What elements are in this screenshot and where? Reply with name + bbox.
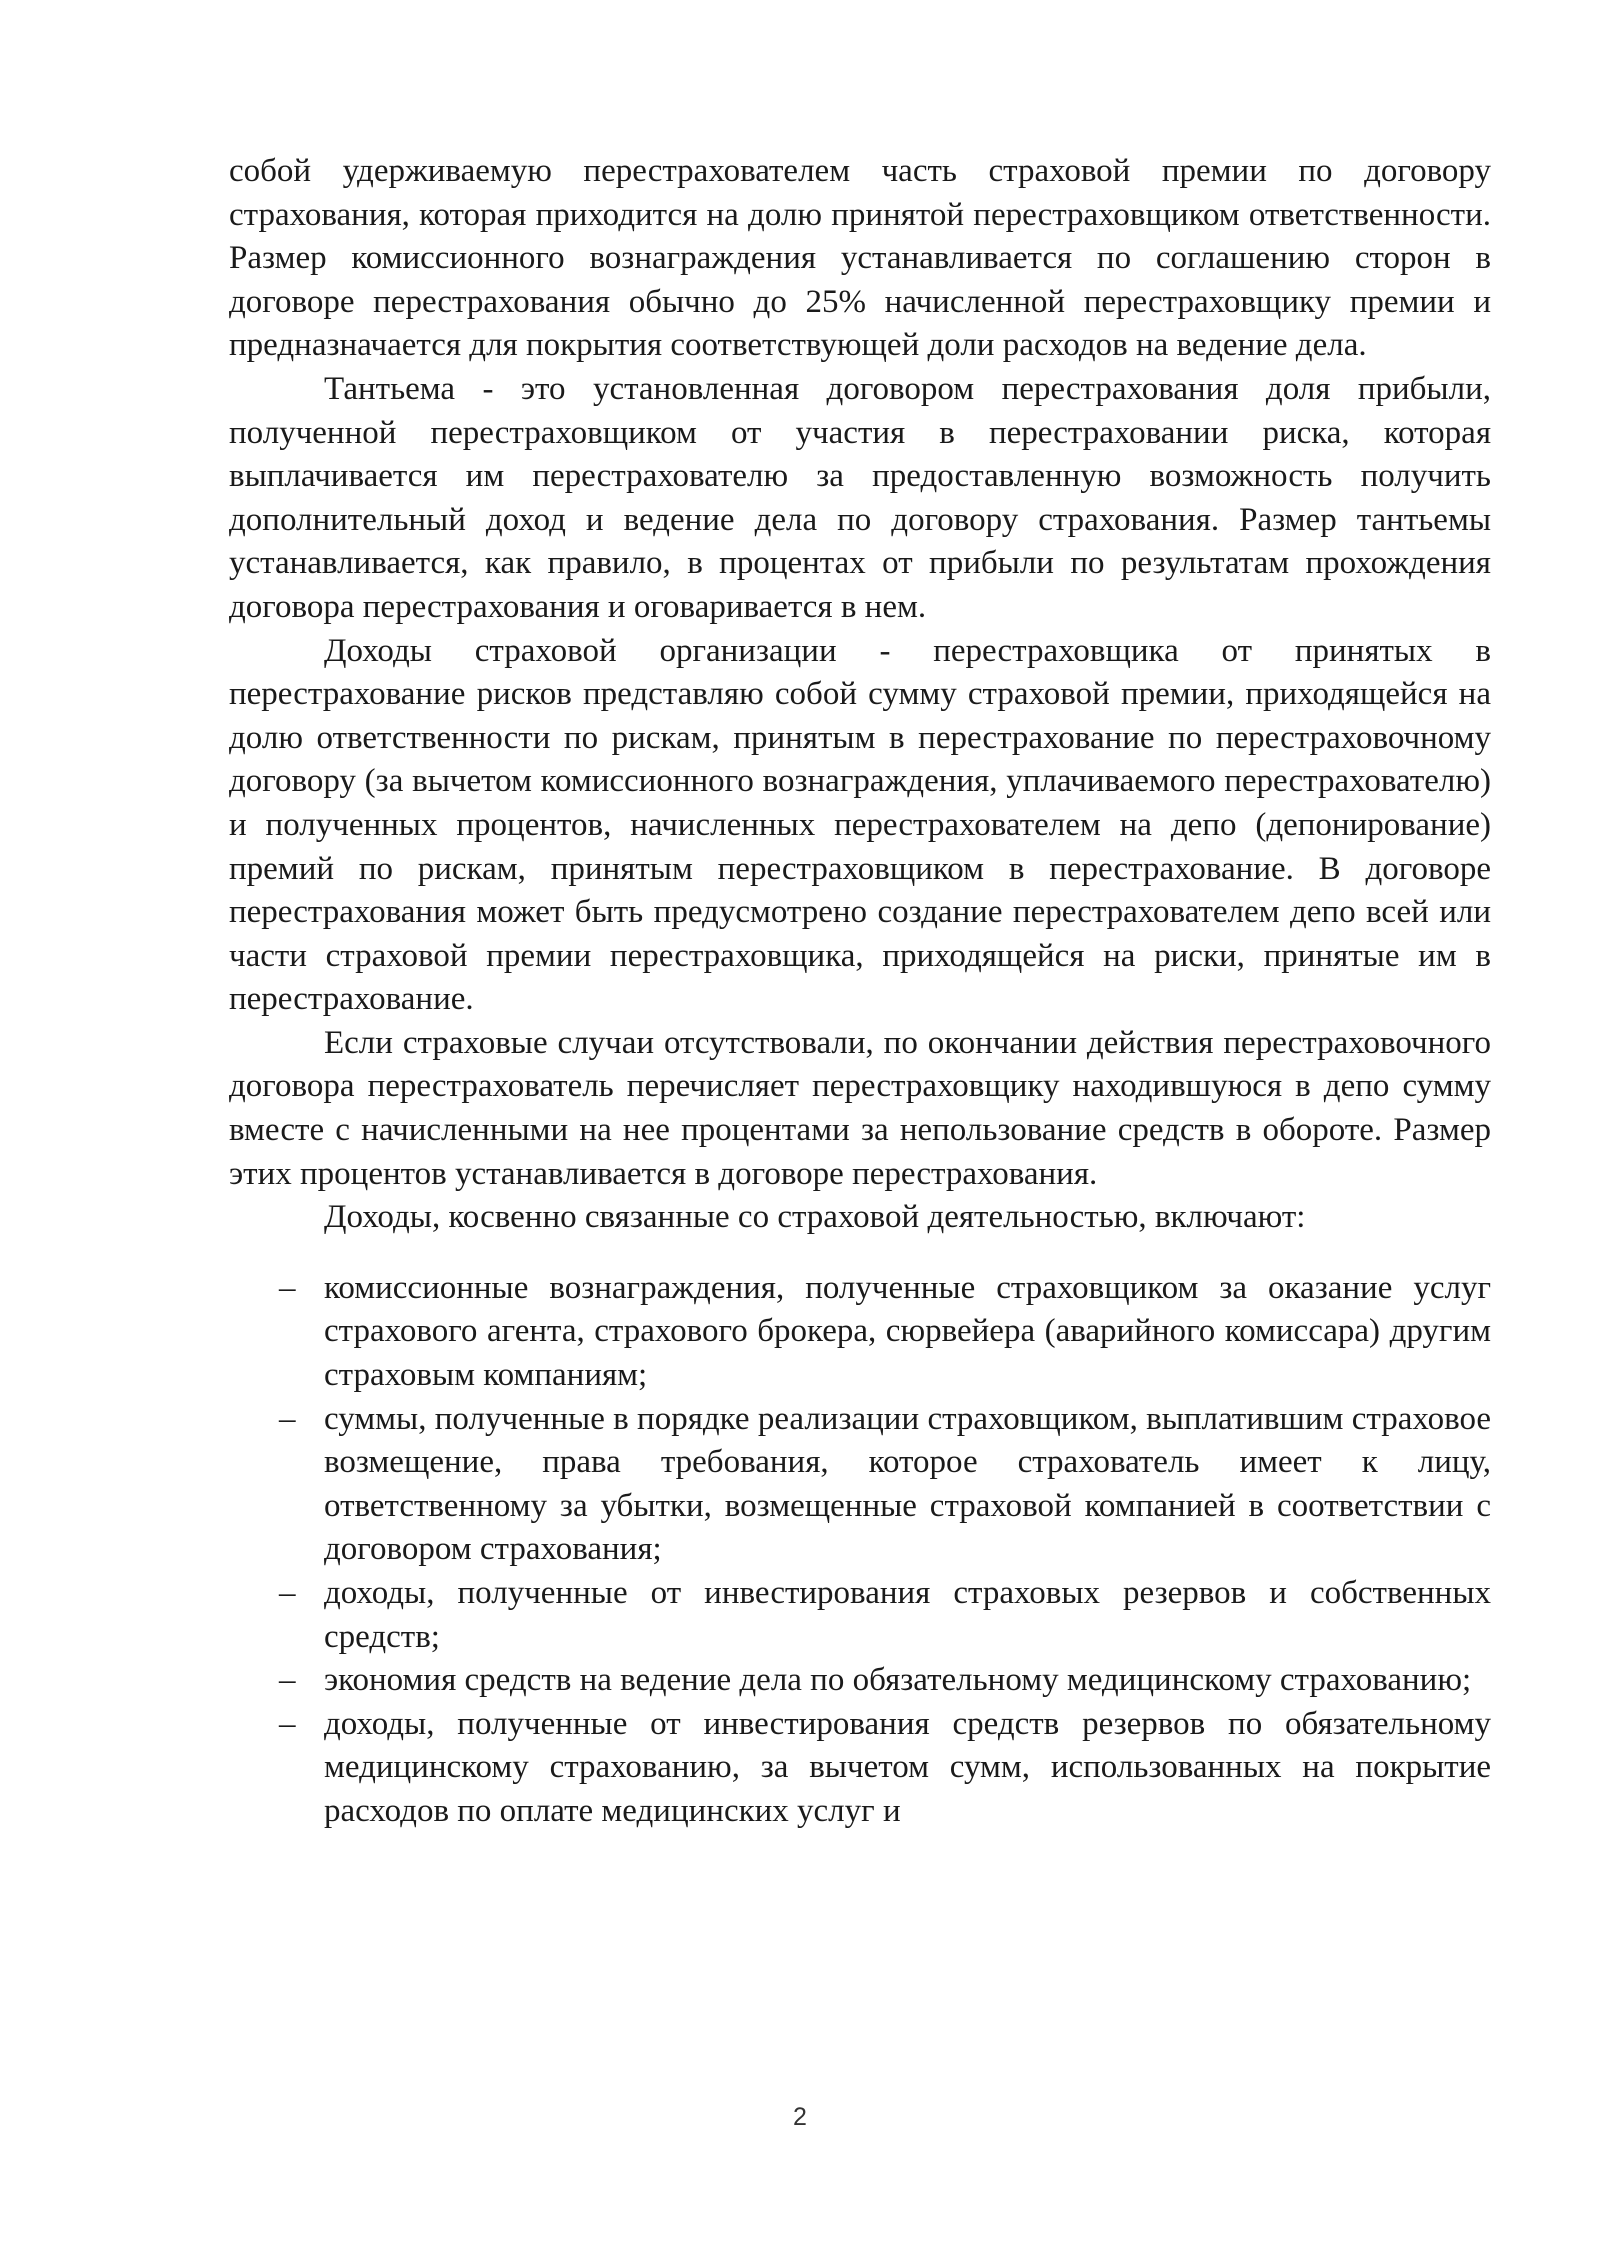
list-item-text: суммы, полученные в порядке реализации страховщиком, выплатившим страховое возмещение, права требования, которое страхователь имеет к лицу, ответственному за убытки, возмещенные страховой компанией в соответствии с договором страхования;	[324, 1400, 1491, 1568]
list-item-text: комиссионные вознаграждения, полученные страховщиком за оказание услуг страхового агента, страхового брокера, сюрвейера (аварийного комиссара) другим страховым компаниям;	[324, 1269, 1491, 1394]
list-item-text: доходы, полученные от инвестирования средств резервов по обязательному медицинскому страхованию, за вычетом сумм, использованных на покрытие расходов по оплате медицинских услуг и	[324, 1705, 1491, 1829]
paragraph-reinsurer-income: Доходы страховой организации - перестраховщика от принятых в перестрахование рисков представляю собой сумму страховой премии, приходящейся на долю ответственности по рискам, принятым в перестрахование по перестраховочному договору (за вычетом комиссионного вознаграждения, уплачиваемого перестрахователю) и полученных процентов, начисленных перестрахователем на депо (депонирование) премий по рискам, принятым перестраховщиком в перестрахование. В договоре перестрахования может быть предусмотрено создание перестрахователем депо всей или части страховой премии перестраховщика, приходящейся на риски, принятые им в перестрахование.	[229, 632, 1491, 1018]
list-item	[229, 1659, 1491, 1703]
page-number: 2	[793, 2103, 807, 2131]
dash-bullet: –	[279, 1662, 296, 1699]
document-page	[229, 150, 1491, 1834]
paragraph-commission: собой удерживаемую перестрахователем часть страховой премии по договору страхования, которая приходится на долю принятой перестраховщиком ответственности. Размер комиссионного вознаграждения устанавливается по соглашению сторон в договоре перестрахования обычно до 25% начисленной перестраховщику премии и предназначается для покрытия соответствующей доли расходов на ведение дела.	[229, 153, 1491, 364]
list-item	[229, 1572, 1491, 1659]
dash-bullet: –	[279, 1400, 296, 1437]
paragraph-deposit-return: Если страховые случаи отсутствовали, по окончании действия перестраховочного договора перестрахователь перечисляет перестраховщику находившуюся в депо сумму вместе с начисленными на нее процентами за непользование средств в обороте. Размер этих процентов устанавливается в договоре перестрахования.	[229, 1024, 1491, 1192]
paragraph-tantieme: Тантьема - это установленная договором перестрахования доля прибыли, полученной перестраховщиком от участия в перестраховании риска, которая выплачивается им перестрахователю за предоставленную возможность получить дополнительный доход и ведение дела по договору страхования. Размер тантьемы устанавливается, как правило, в процентах от прибыли по результатам прохождения договора перестрахования и оговаривается в нем.	[229, 370, 1491, 625]
list-item	[229, 1267, 1491, 1398]
list-item-text: экономия средств на ведение дела по обязательному медицинскому страхованию;	[324, 1662, 1472, 1699]
list-item	[229, 1703, 1491, 1834]
indirect-income-list	[229, 1267, 1491, 1834]
dash-bullet: –	[279, 1269, 296, 1306]
dash-bullet: –	[279, 1705, 296, 1742]
dash-bullet: –	[279, 1575, 296, 1611]
list-intro: Доходы, косвенно связанные со страховой деятельностью, включают:	[324, 1199, 1306, 1236]
list-item	[229, 1398, 1491, 1572]
list-item-text: доходы, полученные от инвестирования страховых резервов и собственных средств;	[324, 1575, 1491, 1655]
